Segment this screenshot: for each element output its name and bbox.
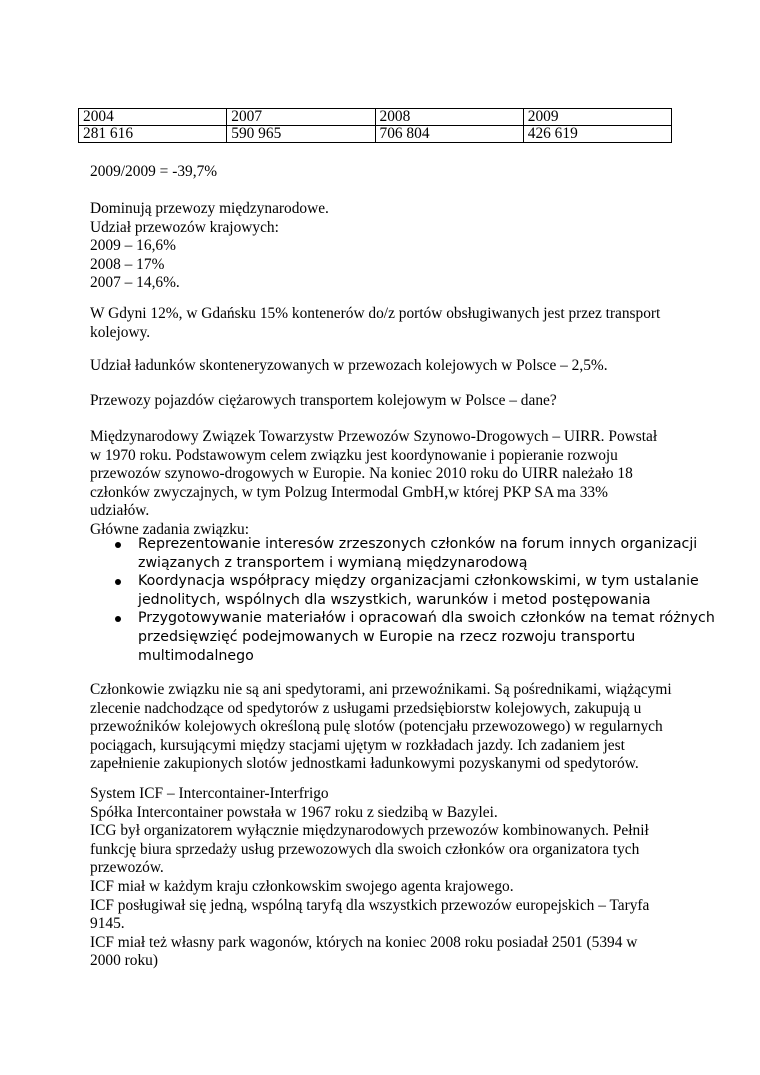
text-line: 9145.: [90, 915, 125, 933]
text-line: multimodalnego: [138, 647, 254, 664]
text-line: pociągach, kursującymi między stacjami ujętym w rozkładach jazdy. Ich zadaniem jest: [90, 736, 625, 754]
text-line: Udział ładunków skonteneryzowanych w przewozach kolejowych w Polsce – 2,5%.: [90, 357, 608, 374]
table-row: [79, 126, 672, 143]
table-cell: 2004: [79, 109, 227, 126]
text-line: funkcję biura sprzedaży usług przewozowych dla swoich członków ora organizatora tych: [90, 840, 640, 858]
text-line: przewoźników kolejowych określoną pulę slotów (potencjału przewozowego) w regularnych: [90, 718, 663, 736]
icf-paragraph: [90, 785, 680, 971]
table-cell: 426 619: [523, 126, 671, 143]
text-line: Koordynacja współpracy między organizacjami członkowskimi, w tym ustalanie: [138, 573, 699, 590]
text-line: ICG był organizatorem wyłącznie międzynarodowych przewozów kombinowanych. Pełnił: [90, 822, 649, 840]
bullet-icon: [115, 579, 121, 585]
table-cell: 2009: [523, 109, 671, 126]
text-line: W Gdyni 12%, w Gdańsku 15% kontenerów do/z portów obsługiwanych jest przez transport: [90, 305, 661, 322]
text-line: 2009 – 16,6%: [90, 237, 176, 255]
text-line: 2000 roku): [90, 952, 158, 970]
members-paragraph: [90, 681, 680, 774]
text-line: zapełnienie zakupionych slotów jednostkami ładunkowymi pozyskanymi od spedytorów.: [90, 755, 639, 773]
text-line: ICF miał też własny park wagonów, których na koniec 2008 roku posiadał 2501 (5394 w: [90, 933, 638, 951]
text-line: ICF miał w każdym kraju członkowskim swojego agenta krajowego.: [90, 877, 514, 895]
table-cell: 590 965: [227, 126, 375, 143]
text-line: Udział przewozów krajowych:: [90, 218, 279, 236]
list-item: [90, 609, 715, 665]
change-paragraph: [90, 163, 680, 182]
text-line: Przewozy pojazdów ciężarowych transportem kolejowym w Polsce – dane?: [90, 392, 557, 409]
text-line: związanych z transportem i wymianą międzynarodową: [138, 554, 528, 571]
container-share-paragraph: [90, 357, 680, 376]
text-line: System ICF – Intercontainer-Interfrigo: [90, 785, 329, 802]
tasks-list: [90, 535, 715, 665]
uirr-paragraph: [90, 428, 680, 540]
text-line: Członkowie związku nie są ani spedytorami, ani przewoźnikami. Są pośrednikami, wiążącymi: [90, 681, 672, 698]
table-cell: 2008: [375, 109, 523, 126]
text-line: przewozów.: [90, 859, 164, 877]
list-item: [90, 572, 699, 609]
text-line: udziałów.: [90, 502, 150, 520]
text-line: przewozów szynowo-drogowych w Europie. Na koniec 2010 roku do UIRR należało 18: [90, 465, 633, 483]
text-line: Przygotowywanie materiałów i opracowań dla swoich członków na temat różnych: [138, 610, 715, 627]
bullet-icon: [115, 542, 121, 548]
text-line: przedsięwzięć podejmowanych w Europie na rzecz rozwoju transportu: [138, 628, 636, 645]
table-cell: 2007: [227, 109, 375, 126]
domestic-share-paragraph: [90, 200, 680, 293]
text-line: Spółka Intercontainer powstała w 1967 roku z siedzibą w Bazylei.: [90, 803, 498, 821]
table-cell: 281 616: [79, 126, 227, 143]
text-line: członków zwyczajnych, w tym Polzug Intermodal GmbH,w której PKP SA ma 33%: [90, 483, 608, 501]
bullet-icon: [115, 616, 121, 622]
text-line: w 1970 roku. Podstawowym celem związku jest koordynowanie i popieranie rozwoju: [90, 446, 618, 464]
table-cell: 706 804: [375, 126, 523, 143]
text-line: zlecenie nadchodzące od spedytorów z usługami przedsiębiorstw kolejowych, zakupują u: [90, 699, 642, 717]
list-item: [90, 535, 698, 572]
text-line: Międzynarodowy Związek Towarzystw Przewozów Szynowo-Drogowych – UIRR. Powstał: [90, 428, 658, 445]
text-line: ICF posługiwał się jedną, wspólną taryfą dla wszystkich przewozów europejskich – Taryfa: [90, 896, 650, 914]
text-line: 2009/2009 = -39,7%: [90, 163, 218, 180]
text-line: Dominują przewozy międzynarodowe.: [90, 200, 329, 217]
text-line: kolejowy.: [90, 323, 151, 341]
table-header-row: [79, 109, 672, 126]
data-table: [78, 108, 672, 143]
text-line: 2007 – 14,6%.: [90, 274, 180, 292]
text-line: 2008 – 17%: [90, 255, 165, 273]
text-line: jednolitych, wspólnych dla wszystkich, warunków i metod postępowania: [138, 591, 651, 608]
text-line: Reprezentowanie interesów zrzeszonych członków na forum innych organizacji: [138, 536, 698, 552]
text-line: Główne zadania związku:: [90, 520, 249, 538]
gdynia-paragraph: [90, 305, 680, 342]
trucks-paragraph: [90, 392, 680, 411]
